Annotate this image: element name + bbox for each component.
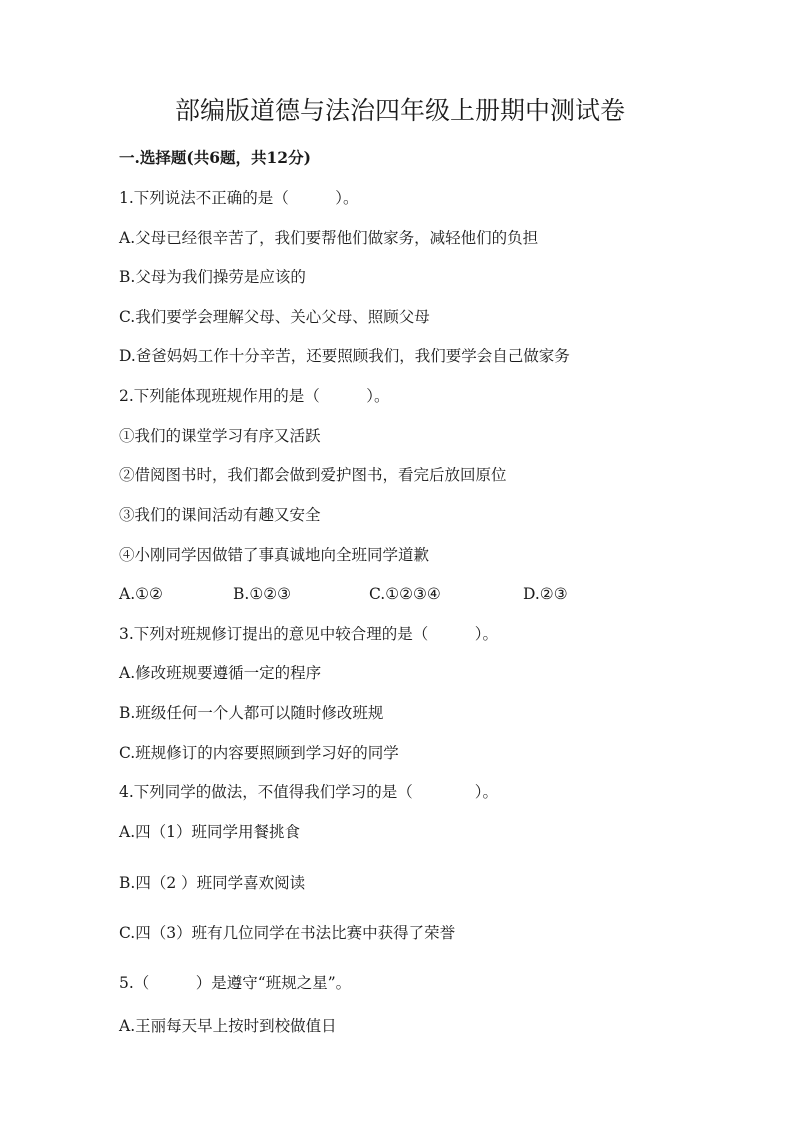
question-2-option-c: C.①②③④ <box>369 585 441 603</box>
question-4-option-b: B.四（2 ）班同学喜欢阅读 <box>119 874 306 892</box>
question-2-option-a: A.①② <box>119 585 163 603</box>
question-2-statement-3: ③我们的课间活动有趣又安全 <box>119 506 321 524</box>
question-2-option-b: B.①②③ <box>233 585 292 603</box>
question-5-stem: 5.（ ）是遵守“班规之星”。 <box>119 974 352 992</box>
question-2-options <box>0 583 800 605</box>
section-heading: 一.选择题(共6题，共12分) <box>119 148 311 167</box>
question-3-stem: 3.下列对班规修订提出的意见中较合理的是（ ）。 <box>119 625 499 643</box>
question-4-option-c: C.四（3）班有几位同学在书法比赛中获得了荣誉 <box>119 924 456 942</box>
question-1-option-a: A.父母已经很辛苦了，我们要帮他们做家务，减轻他们的负担 <box>119 229 539 247</box>
question-1-option-c: C.我们要学会理解父母、关心父母、照顾父母 <box>119 308 430 326</box>
question-4-option-a: A.四（1）班同学用餐挑食 <box>119 823 300 841</box>
page-title: 部编版道德与法治四年级上册期中测试卷 <box>174 96 625 125</box>
question-2-statement-1: ①我们的课堂学习有序又活跃 <box>119 427 321 445</box>
question-1-stem: 1.下列说法不正确的是（ ）。 <box>119 189 359 207</box>
question-1-option-b: B.父母为我们操劳是应该的 <box>119 268 306 286</box>
question-5-option-a: A.王丽每天早上按时到校做值日 <box>119 1017 337 1035</box>
question-2-statement-2: ②借阅图书时，我们都会做到爱护图书，看完后放回原位 <box>119 466 507 484</box>
question-4-stem: 4.下列同学的做法，不值得我们学习的是（ ）。 <box>119 783 499 801</box>
question-3-option-c: C.班规修订的内容要照顾到学习好的同学 <box>119 744 399 762</box>
question-2-statement-4: ④小刚同学因做错了事真诚地向全班同学道歉 <box>119 546 430 564</box>
question-3-option-b: B.班级任何一个人都可以随时修改班规 <box>119 704 384 722</box>
question-2-stem: 2.下列能体现班规作用的是（ ）。 <box>119 387 390 405</box>
question-1-option-d: D.爸爸妈妈工作十分辛苦，还要照顾我们，我们要学会自己做家务 <box>119 347 570 365</box>
question-2-option-d: D.②③ <box>523 585 568 603</box>
question-3-option-a: A.修改班规要遵循一定的程序 <box>119 664 322 682</box>
